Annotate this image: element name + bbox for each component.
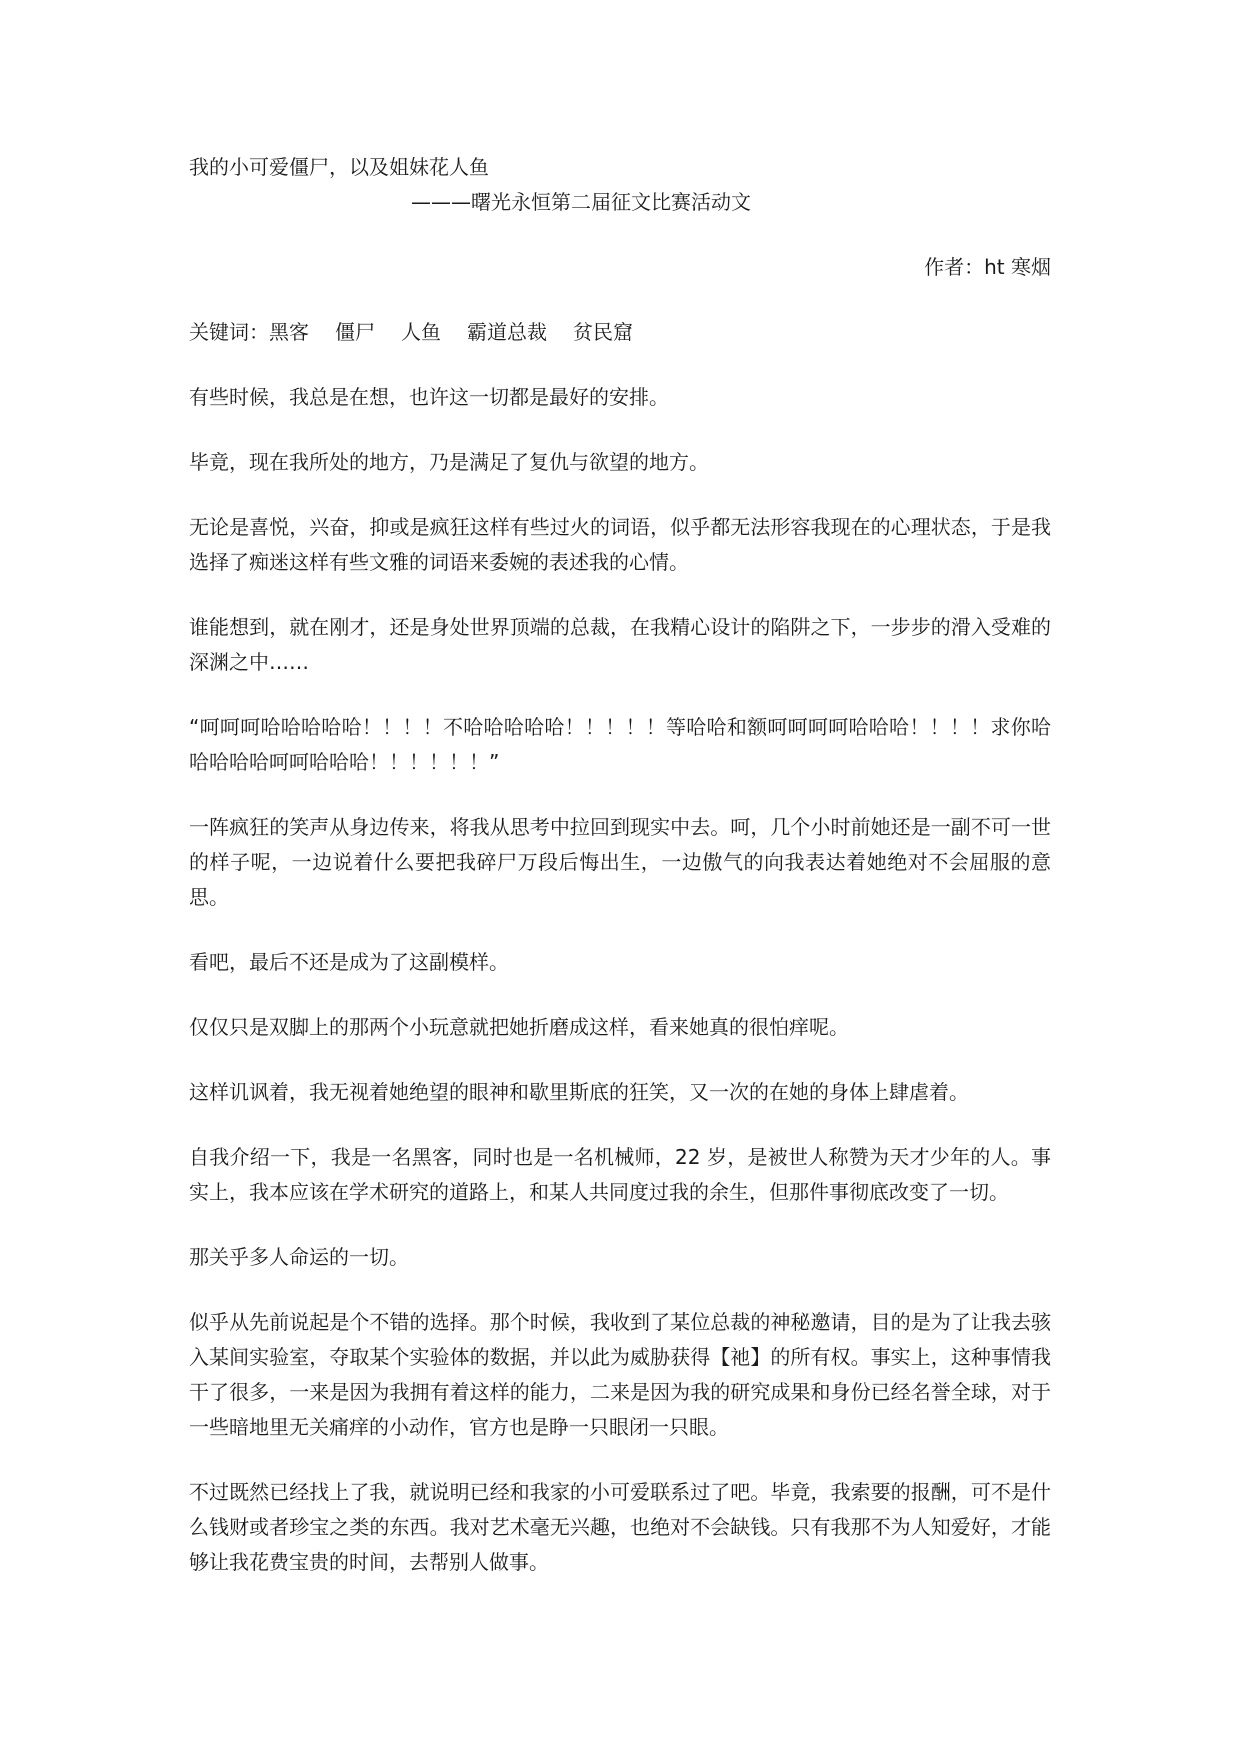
- keywords-label: 关键词：: [189, 320, 269, 344]
- paragraph: 有些时候，我总是在想，也许这一切都是最好的安排。: [189, 385, 669, 409]
- keyword: 霸道总裁: [467, 320, 547, 344]
- document-title: 我的小可爱僵尸，以及姐妹花人鱼: [189, 155, 489, 179]
- document-subtitle: ———曙光永恒第二届征文比赛活动文: [411, 190, 751, 214]
- author-line: 作者：ht 寒烟: [924, 255, 1051, 279]
- paragraph: 仅仅只是双脚上的那两个小玩意就把她折磨成这样，看来她真的很怕痒呢。: [189, 1015, 849, 1039]
- keyword: 人鱼: [401, 320, 441, 344]
- paragraph: 似乎从先前说起是个不错的选择。那个时候，我收到了某位总裁的神秘邀请，目的是为了让我去骇入某间实验室，夺取某个实验体的数据，并以此为威胁获得【祂】的所有权。事实上，这种事情我干了很多，一来是因为我拥有着这样的能力，二来是因为我的研究成果和身份已经名誉全球，对于一些暗地里无关痛痒的小动作，官方也是睁一只眼闭一只眼。: [189, 1310, 1051, 1439]
- keyword: 贫民窟: [573, 320, 633, 344]
- paragraph: 一阵疯狂的笑声从身边传来，将我从思考中拉回到现实中去。呵，几个小时前她还是一副不可一世的样子呢，一边说着什么要把我碎尸万段后悔出生，一边傲气的向我表达着她绝对不会屈服的意思。: [189, 815, 1051, 909]
- keyword: 黑客: [269, 320, 309, 344]
- paragraph: “呵呵呵哈哈哈哈哈！！！！不哈哈哈哈哈！！！！！等哈哈和额呵呵呵呵哈哈哈！！！！求你哈哈哈哈哈呵呵哈哈哈！！！！！！”: [189, 715, 1051, 774]
- paragraph: 那关乎多人命运的一切。: [189, 1245, 409, 1269]
- paragraph: 自我介绍一下，我是一名黑客，同时也是一名机械师，22 岁，是被世人称赞为天才少年的人。事实上，我本应该在学术研究的道路上，和某人共同度过我的余生，但那件事彻底改变了一切。: [189, 1145, 1051, 1204]
- paragraph: 不过既然已经找上了我，就说明已经和我家的小可爱联系过了吧。毕竟，我索要的报酬，可不是什么钱财或者珍宝之类的东西。我对艺术毫无兴趣，也绝对不会缺钱。只有我那不为人知爱好，才能够让我花费宝贵的时间，去帮别人做事。: [189, 1480, 1051, 1574]
- paragraph: 毕竟，现在我所处的地方，乃是满足了复仇与欲望的地方。: [189, 450, 709, 474]
- keyword: 僵尸: [335, 320, 375, 344]
- paragraph: 谁能想到，就在刚才，还是身处世界顶端的总裁，在我精心设计的陷阱之下，一步步的滑入受难的深渊之中……: [189, 615, 1051, 674]
- document-body: [189, 150, 1051, 1580]
- paragraph: 看吧，最后不还是成为了这副模样。: [189, 950, 509, 974]
- keywords-line: [189, 315, 1051, 350]
- paragraph: 无论是喜悦，兴奋，抑或是疯狂这样有些过火的词语，似乎都无法形容我现在的心理状态，于是我选择了痴迷这样有些文雅的词语来委婉的表述我的心情。: [189, 515, 1051, 574]
- paragraph: 这样讥讽着，我无视着她绝望的眼神和歇里斯底的狂笑，又一次的在她的身体上肆虐着。: [189, 1080, 969, 1104]
